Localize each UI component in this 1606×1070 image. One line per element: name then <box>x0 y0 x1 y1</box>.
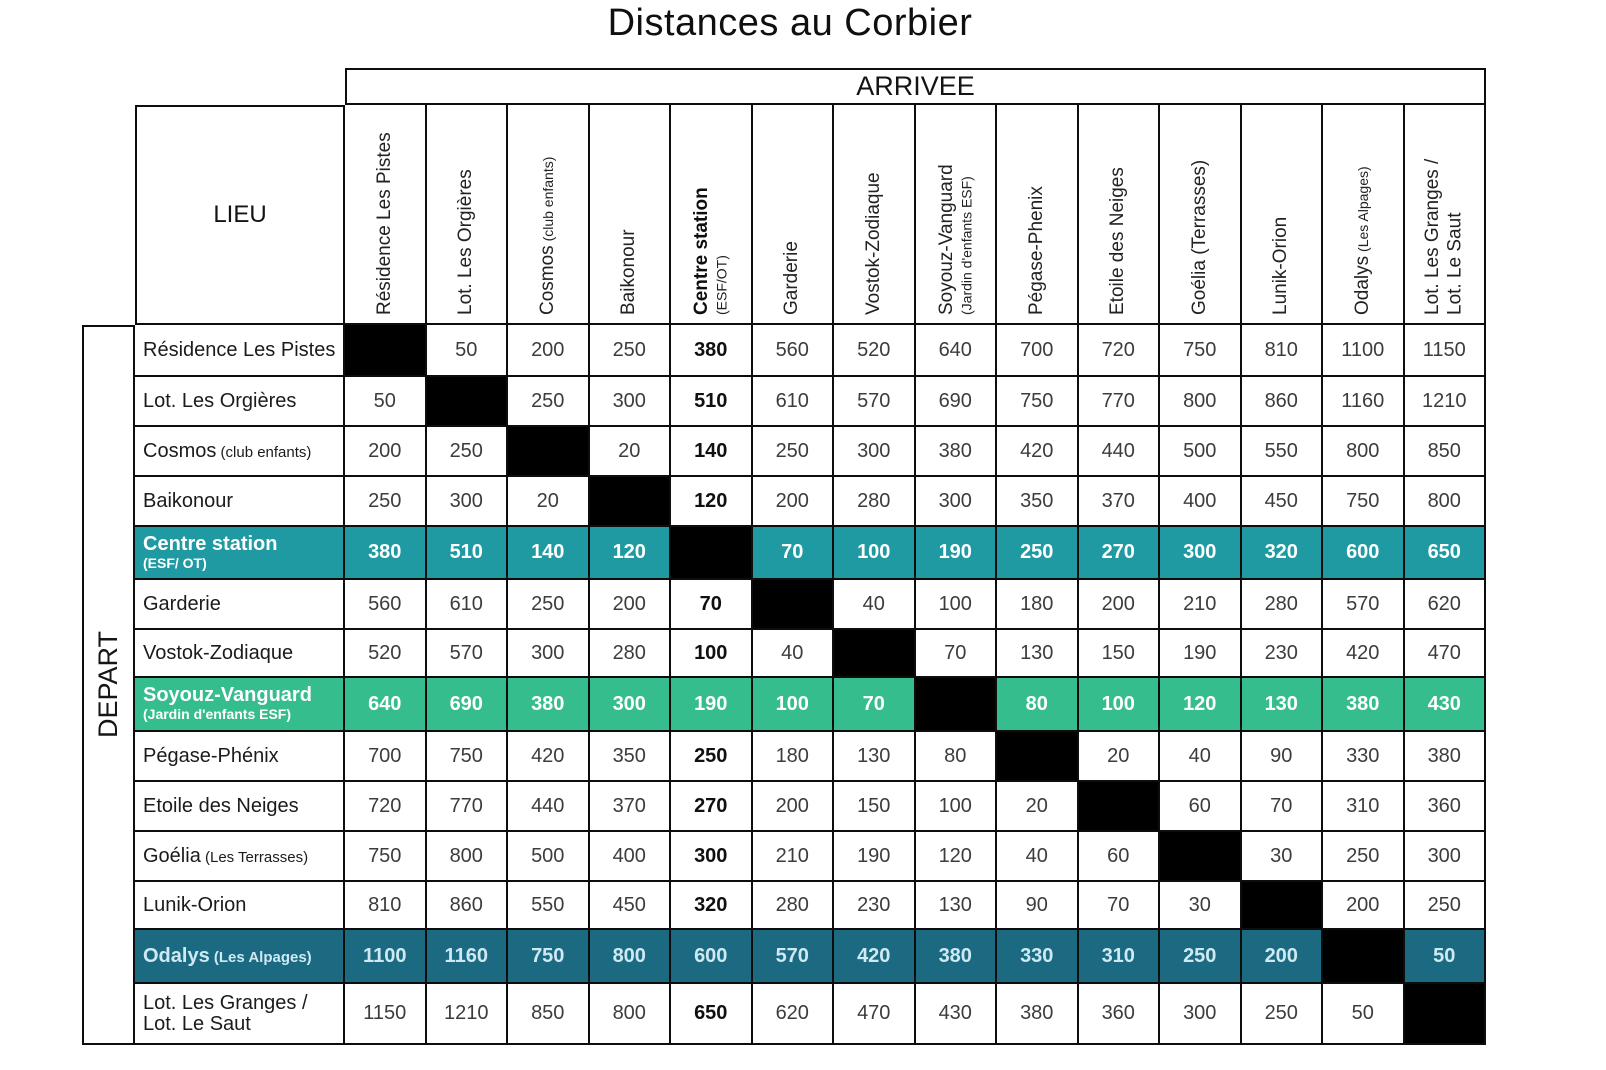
distance-cell: 370 <box>590 782 672 832</box>
distance-cell: 100 <box>753 678 835 732</box>
col-header-sub: (club enfants) <box>539 156 556 246</box>
distance-cell: 210 <box>753 832 835 882</box>
distance-cell: 250 <box>671 732 753 782</box>
distance-cell: 770 <box>1079 377 1161 427</box>
col-header-text <box>691 105 730 323</box>
distance-cell: 120 <box>1160 678 1242 732</box>
distance-cell: 20 <box>1079 732 1161 782</box>
distance-cell: 250 <box>427 427 509 477</box>
distance-cell: 130 <box>997 630 1079 678</box>
distance-cell: 800 <box>427 832 509 882</box>
distance-cell: 520 <box>834 325 916 377</box>
distance-cell: 50 <box>1323 984 1405 1045</box>
distance-cell: 280 <box>753 882 835 930</box>
col-header <box>508 105 590 325</box>
distance-cell: 120 <box>671 477 753 527</box>
distance-cell: 360 <box>1405 782 1487 832</box>
distance-cell: 190 <box>671 678 753 732</box>
col-header <box>997 105 1079 325</box>
row-label-main: Garderie <box>143 592 221 615</box>
row-label-subline: (ESF/ OT) <box>143 554 207 571</box>
col-header-main: Soyouz-Vanguard <box>935 164 957 315</box>
distance-cell: 70 <box>916 630 998 678</box>
diagonal-cell <box>1405 984 1487 1045</box>
row-label <box>135 882 345 930</box>
distance-cell: 330 <box>1323 732 1405 782</box>
col-header-text <box>537 105 559 323</box>
col-header-main: Goélia (Terrasses) <box>1188 159 1210 315</box>
distance-cell: 310 <box>1323 782 1405 832</box>
distance-cell: 80 <box>997 678 1079 732</box>
distance-cell: 1150 <box>1405 325 1487 377</box>
col-header <box>1405 105 1487 325</box>
row-label-main: Lunik-Orion <box>143 893 247 916</box>
distance-cell: 440 <box>508 782 590 832</box>
row-label <box>135 630 345 678</box>
distance-cell: 850 <box>1405 427 1487 477</box>
distance-cell: 850 <box>508 984 590 1045</box>
distance-cell: 250 <box>508 580 590 630</box>
distance-cell: 720 <box>1079 325 1161 377</box>
col-header <box>427 105 509 325</box>
row-label <box>135 377 345 427</box>
distance-cell: 450 <box>1242 477 1324 527</box>
distance-cell: 750 <box>997 377 1079 427</box>
distance-cell: 50 <box>345 377 427 427</box>
distance-cell: 250 <box>753 427 835 477</box>
lieu-corner-header: LIEU <box>135 105 345 325</box>
distance-cell: 380 <box>916 427 998 477</box>
distance-cell: 570 <box>834 377 916 427</box>
col-header-text <box>781 105 803 323</box>
distance-cell: 500 <box>508 832 590 882</box>
col-header-text <box>1422 105 1467 323</box>
distance-cell: 20 <box>508 477 590 527</box>
col-header-main: Etoile des Neiges <box>1107 167 1129 315</box>
distance-cell: 750 <box>1323 477 1405 527</box>
distance-cell: 90 <box>997 882 1079 930</box>
diagonal-cell <box>834 630 916 678</box>
col-header-text <box>1189 105 1211 323</box>
col-header <box>590 105 672 325</box>
distance-cell: 90 <box>1242 732 1324 782</box>
distance-cell: 100 <box>1079 678 1161 732</box>
distance-cell: 40 <box>997 832 1079 882</box>
distance-cell: 70 <box>1242 782 1324 832</box>
distance-cell: 50 <box>1405 930 1487 984</box>
distance-cell: 450 <box>590 882 672 930</box>
distance-cell: 370 <box>1079 477 1161 527</box>
distance-cell: 190 <box>1160 630 1242 678</box>
col-header-text <box>374 105 396 323</box>
distance-cell: 380 <box>345 527 427 580</box>
distance-cell: 800 <box>590 930 672 984</box>
row-label-main: Lot. Les Granges / <box>143 991 308 1014</box>
distance-cell: 30 <box>1160 882 1242 930</box>
distance-cell: 400 <box>590 832 672 882</box>
distance-cell: 1160 <box>1323 377 1405 427</box>
col-header <box>834 105 916 325</box>
distance-cell: 1150 <box>345 984 427 1045</box>
col-header-main: Lot. Les Orgières <box>455 169 477 315</box>
distance-cell: 770 <box>427 782 509 832</box>
col-header-text <box>1026 105 1048 323</box>
row-label-sub: (Les Terrasses) <box>200 848 309 866</box>
distance-cell: 20 <box>590 427 672 477</box>
distance-cell: 620 <box>753 984 835 1045</box>
distance-cell: 300 <box>1160 984 1242 1045</box>
distance-cell: 380 <box>916 930 998 984</box>
distance-cell: 350 <box>997 477 1079 527</box>
col-header <box>1242 105 1324 325</box>
row-label-main: Vostok-Zodiaque <box>143 641 294 664</box>
distance-cell: 30 <box>1242 832 1324 882</box>
row-label-main: Etoile des Neiges <box>143 794 299 817</box>
distance-cell: 100 <box>916 782 998 832</box>
distance-cell: 130 <box>834 732 916 782</box>
col-header-subline: (ESF/OT) <box>713 255 730 315</box>
col-header-main: Baikonour <box>618 229 640 315</box>
diagonal-cell <box>1242 882 1324 930</box>
diagonal-cell <box>997 732 1079 782</box>
col-header <box>1079 105 1161 325</box>
depart-label: DEPART <box>92 631 123 739</box>
distance-cell: 180 <box>753 732 835 782</box>
distance-cell: 150 <box>834 782 916 832</box>
row-label <box>135 580 345 630</box>
distance-cell: 180 <box>997 580 1079 630</box>
col-header <box>345 105 427 325</box>
distance-cell: 320 <box>1242 527 1324 580</box>
distance-cell: 300 <box>1160 527 1242 580</box>
distance-cell: 1160 <box>427 930 509 984</box>
row-label-main: Pégase-Phénix <box>143 744 279 767</box>
col-header <box>753 105 835 325</box>
distance-cell: 200 <box>753 782 835 832</box>
distance-cell: 560 <box>753 325 835 377</box>
row-label-sub: (Les Alpages) <box>209 948 312 966</box>
row-label <box>135 427 345 477</box>
distance-cell: 250 <box>508 377 590 427</box>
distance-cell: 200 <box>1242 930 1324 984</box>
distance-cell: 600 <box>671 930 753 984</box>
distance-cell: 190 <box>834 832 916 882</box>
distance-cell: 350 <box>590 732 672 782</box>
row-label-main: Lot. Les Orgières <box>143 389 297 412</box>
distance-cell: 560 <box>345 580 427 630</box>
distance-cell: 300 <box>508 630 590 678</box>
distance-cell: 550 <box>1242 427 1324 477</box>
distance-cell: 100 <box>834 527 916 580</box>
row-label <box>135 477 345 527</box>
distance-cell: 200 <box>345 427 427 477</box>
distance-cell: 360 <box>1079 984 1161 1045</box>
distance-cell: 140 <box>508 527 590 580</box>
col-header-main: Pégase-Phenix <box>1025 186 1047 315</box>
distance-cell: 250 <box>1242 984 1324 1045</box>
diagonal-cell <box>671 527 753 580</box>
distance-cell: 300 <box>834 427 916 477</box>
distance-cell: 860 <box>1242 377 1324 427</box>
col-header-text <box>1352 105 1374 323</box>
distance-cell: 750 <box>1160 325 1242 377</box>
row-label <box>135 984 345 1045</box>
distance-cell: 140 <box>671 427 753 477</box>
col-header-text <box>1107 105 1129 323</box>
distance-cell: 200 <box>590 580 672 630</box>
row-label <box>135 782 345 832</box>
col-header-main: Lot. Les Granges / <box>1421 158 1443 315</box>
row-label-main: Résidence Les Pistes <box>143 338 336 361</box>
distance-cell: 510 <box>427 527 509 580</box>
distance-cell: 380 <box>1405 732 1487 782</box>
distance-cell: 40 <box>753 630 835 678</box>
distance-cell: 570 <box>1323 580 1405 630</box>
diagonal-cell <box>590 477 672 527</box>
distance-cell: 420 <box>1323 630 1405 678</box>
distance-cell: 300 <box>916 477 998 527</box>
distance-cell: 640 <box>916 325 998 377</box>
distance-cell: 620 <box>1405 580 1487 630</box>
distance-cell: 380 <box>1323 678 1405 732</box>
distance-cell: 800 <box>1323 427 1405 477</box>
distance-cell: 800 <box>1160 377 1242 427</box>
distance-cell: 230 <box>834 882 916 930</box>
distance-cell: 750 <box>427 732 509 782</box>
distance-cell: 60 <box>1160 782 1242 832</box>
distance-cell: 190 <box>916 527 998 580</box>
diagonal-cell <box>345 325 427 377</box>
distance-cell: 50 <box>427 325 509 377</box>
distance-cell: 130 <box>916 882 998 930</box>
row-label <box>135 678 345 732</box>
distance-cell: 570 <box>753 930 835 984</box>
distance-cell: 200 <box>1079 580 1161 630</box>
distance-cell: 70 <box>671 580 753 630</box>
col-header-main: Vostok-Zodiaque <box>862 172 884 315</box>
distance-cell: 280 <box>834 477 916 527</box>
col-header-text <box>863 105 885 323</box>
distance-cell: 100 <box>671 630 753 678</box>
distance-cell: 800 <box>590 984 672 1045</box>
col-header <box>671 105 753 325</box>
distance-cell: 470 <box>1405 630 1487 678</box>
distance-cell: 610 <box>427 580 509 630</box>
diagonal-cell <box>1160 832 1242 882</box>
distance-cell: 700 <box>997 325 1079 377</box>
distance-cell: 1210 <box>427 984 509 1045</box>
distance-cell: 200 <box>1323 882 1405 930</box>
distance-cell: 200 <box>508 325 590 377</box>
distance-cell: 1210 <box>1405 377 1487 427</box>
distance-cell: 200 <box>753 477 835 527</box>
distance-cell: 690 <box>916 377 998 427</box>
distance-cell: 750 <box>345 832 427 882</box>
distance-cell: 420 <box>508 732 590 782</box>
distance-cell: 600 <box>1323 527 1405 580</box>
distance-cell: 380 <box>508 678 590 732</box>
distance-cell: 40 <box>1160 732 1242 782</box>
distance-cell: 400 <box>1160 477 1242 527</box>
distance-cell: 250 <box>997 527 1079 580</box>
col-header-subline: Lot. Le Saut <box>1444 212 1466 315</box>
col-header-main: Lunik-Orion <box>1270 216 1292 315</box>
distance-cell: 800 <box>1405 477 1487 527</box>
distance-cell: 510 <box>671 377 753 427</box>
distance-cell: 720 <box>345 782 427 832</box>
distance-cell: 810 <box>1242 325 1324 377</box>
distance-cell: 440 <box>1079 427 1161 477</box>
row-label-main: Odalys (Les Alpages) <box>143 944 312 967</box>
arrivee-group-header: ARRIVEE <box>345 68 1486 105</box>
col-header-main: Centre station <box>691 187 713 315</box>
distance-cell: 120 <box>590 527 672 580</box>
distance-cell: 250 <box>1160 930 1242 984</box>
col-header-sub: (Les Alpages) <box>1354 166 1371 256</box>
distance-cell: 570 <box>427 630 509 678</box>
distance-cell: 430 <box>1405 678 1487 732</box>
distance-cell: 330 <box>997 930 1079 984</box>
row-label <box>135 930 345 984</box>
distance-cell: 280 <box>1242 580 1324 630</box>
distance-cell: 750 <box>508 930 590 984</box>
distance-cell: 70 <box>834 678 916 732</box>
diagonal-cell <box>508 427 590 477</box>
distance-cell: 280 <box>590 630 672 678</box>
col-header-text <box>455 105 477 323</box>
diagonal-cell <box>427 377 509 427</box>
distance-cell: 610 <box>753 377 835 427</box>
diagonal-cell <box>1323 930 1405 984</box>
distance-cell: 300 <box>590 678 672 732</box>
diagonal-cell <box>1079 782 1161 832</box>
row-label <box>135 732 345 782</box>
row-label-main: Centre station <box>143 532 278 555</box>
row-label-line2: Lot. Le Saut <box>143 1012 251 1035</box>
col-header-main: Garderie <box>781 241 803 315</box>
distance-cell: 320 <box>671 882 753 930</box>
distance-cell: 100 <box>916 580 998 630</box>
distance-cell: 470 <box>834 984 916 1045</box>
diagonal-cell <box>753 580 835 630</box>
distance-cell: 60 <box>1079 832 1161 882</box>
row-label-main: Cosmos (club enfants) <box>143 439 312 462</box>
distance-cell: 20 <box>997 782 1079 832</box>
distance-cell: 640 <box>345 678 427 732</box>
distance-cell: 420 <box>834 930 916 984</box>
distance-cell: 270 <box>671 782 753 832</box>
distance-cell: 250 <box>590 325 672 377</box>
row-label-main: Soyouz-Vanguard <box>143 684 312 707</box>
col-header-text <box>618 105 640 323</box>
distance-cell: 700 <box>345 732 427 782</box>
col-header-text <box>936 105 975 323</box>
distance-cell: 300 <box>590 377 672 427</box>
distance-cell: 300 <box>427 477 509 527</box>
distance-cell: 380 <box>671 325 753 377</box>
row-label-subline: (Jardin d'enfants ESF) <box>143 706 292 723</box>
row-label <box>135 832 345 882</box>
distance-cell: 300 <box>1405 832 1487 882</box>
row-label <box>135 527 345 580</box>
distance-cell: 300 <box>671 832 753 882</box>
distance-cell: 690 <box>427 678 509 732</box>
row-label-sub: (club enfants) <box>216 443 312 461</box>
distance-cell: 380 <box>997 984 1079 1045</box>
distance-cell: 650 <box>671 984 753 1045</box>
col-header <box>1323 105 1405 325</box>
distance-cell: 520 <box>345 630 427 678</box>
col-header-subline: (Jardin d'enfants ESF) <box>958 176 975 315</box>
distance-cell: 70 <box>753 527 835 580</box>
distance-matrix-table <box>82 68 1486 1045</box>
distance-cell: 550 <box>508 882 590 930</box>
distance-cell: 430 <box>916 984 998 1045</box>
col-header-main: Cosmos (club enfants) <box>536 156 558 315</box>
depart-group-header <box>82 325 135 1045</box>
page-title: Distances au Corbier <box>607 2 973 44</box>
distance-cell: 250 <box>345 477 427 527</box>
col-header-main: Résidence Les Pistes <box>373 132 395 315</box>
distance-cell: 130 <box>1242 678 1324 732</box>
distance-cell: 500 <box>1160 427 1242 477</box>
distance-cell: 420 <box>997 427 1079 477</box>
distance-cell: 1100 <box>1323 325 1405 377</box>
distance-cell: 650 <box>1405 527 1487 580</box>
row-label-main: Goélia (Les Terrasses) <box>143 844 309 867</box>
distance-cell: 210 <box>1160 580 1242 630</box>
row-label-main: Baikonour <box>143 489 234 512</box>
distance-cell: 80 <box>916 732 998 782</box>
distance-cell: 250 <box>1405 882 1487 930</box>
diagonal-cell <box>916 678 998 732</box>
distance-cell: 810 <box>345 882 427 930</box>
col-header <box>916 105 998 325</box>
distance-cell: 230 <box>1242 630 1324 678</box>
distance-cell: 270 <box>1079 527 1161 580</box>
distance-cell: 1100 <box>345 930 427 984</box>
distance-cell: 150 <box>1079 630 1161 678</box>
col-header <box>1160 105 1242 325</box>
col-header-main: Odalys (Les Alpages) <box>1351 166 1373 315</box>
distance-cell: 310 <box>1079 930 1161 984</box>
col-header-text <box>1270 105 1292 323</box>
row-label <box>135 325 345 377</box>
distance-cell: 860 <box>427 882 509 930</box>
distance-cell: 120 <box>916 832 998 882</box>
distance-cell: 250 <box>1323 832 1405 882</box>
distance-cell: 40 <box>834 580 916 630</box>
distance-cell: 70 <box>1079 882 1161 930</box>
